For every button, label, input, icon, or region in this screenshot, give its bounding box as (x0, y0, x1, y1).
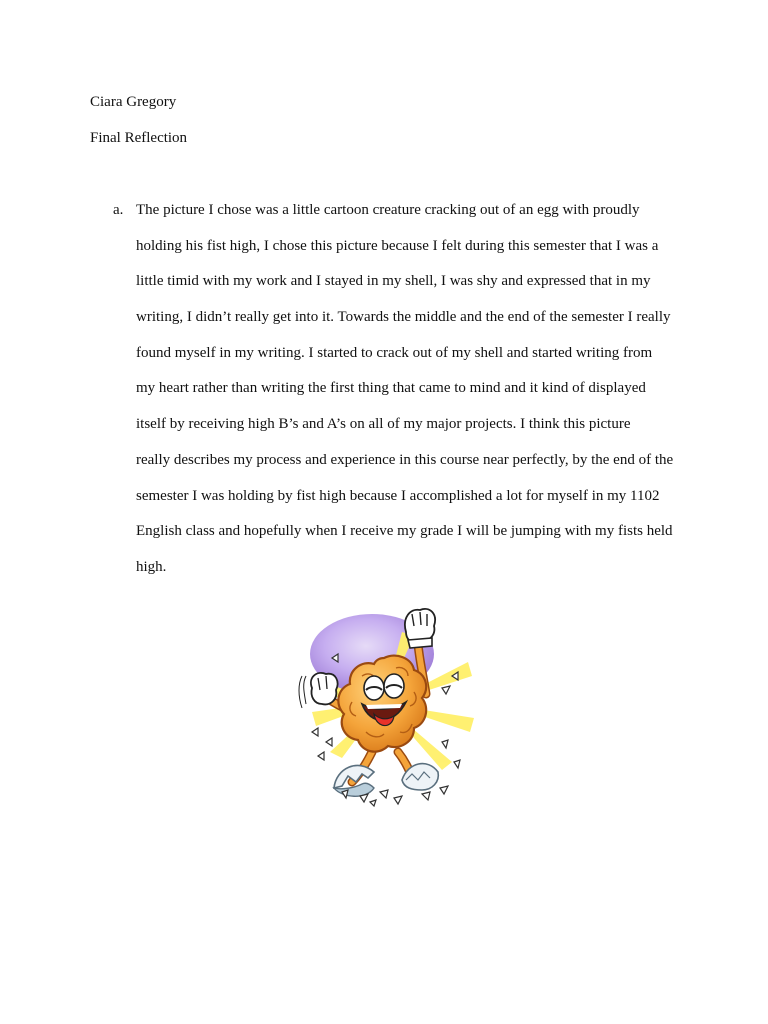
paragraph-line: my heart rather than writing the first thing that came to mind and it kind of displayed (136, 380, 646, 397)
left-fist (299, 673, 338, 708)
paragraph-line: little timid with my work and I stayed in my shell, I was shy and expressed that in my (136, 273, 651, 290)
reflection-paragraph (136, 201, 696, 594)
raised-fist (405, 609, 435, 648)
paragraph-line: writing, I didn’t really get into it. Towards the middle and the end of the semester I really (136, 309, 671, 326)
cartoon-creature-icon (282, 592, 488, 816)
paragraph-line: English class and hopefully when I receive my grade I will be jumping with my fists held (136, 523, 673, 540)
paragraph-line: semester I was holding by fist high because I accomplished a lot for myself in my 1102 (136, 487, 660, 504)
document-title: Final Reflection (90, 130, 188, 146)
paragraph-line: high. (136, 558, 167, 575)
paragraph-line: really describes my process and experience in this course near perfectly, by the end of the (136, 451, 674, 468)
paragraph-line: itself by receiving high B’s and A’s on all of my major projects. I think this picture (136, 416, 631, 433)
paragraph-line: found myself in my writing. I started to crack out of my shell and started writing from (136, 344, 653, 361)
list-marker: a. (113, 202, 124, 218)
paragraph-line: The picture I chose was a little cartoon creature cracking out of an egg with proudly (136, 202, 640, 218)
paragraph-line: holding his fist high, I chose this picture because I felt during this semester that I was a (136, 237, 659, 254)
author-name: Ciara Gregory (90, 94, 177, 110)
